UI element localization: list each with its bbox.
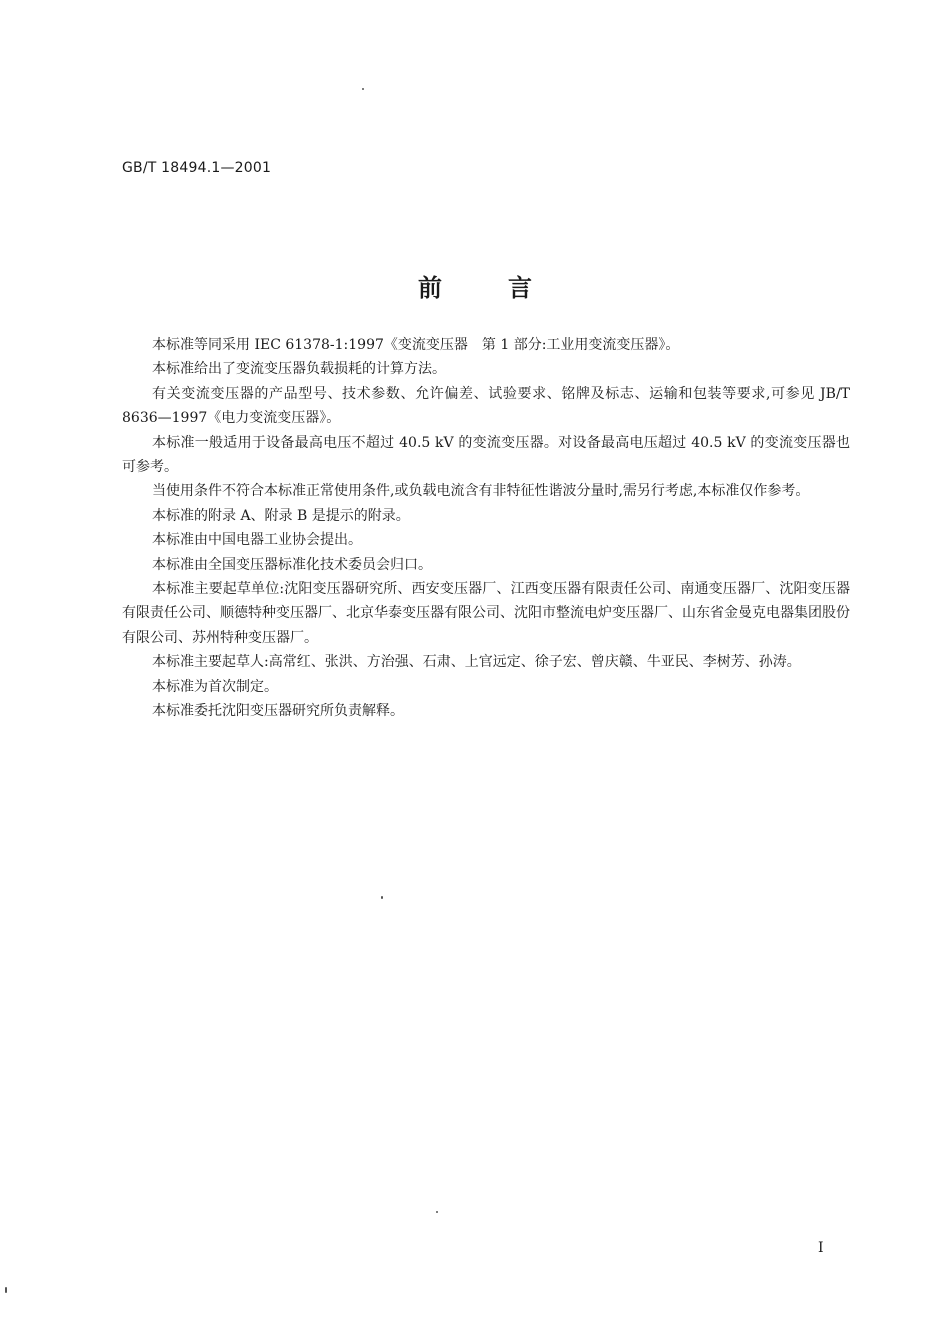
- paragraph: 当使用条件不符合本标准正常使用条件,或负载电流含有非特征性谐波分量时,需另行考虑,本标准仅作参考。: [152, 483, 810, 500]
- paragraph: 本标准等同采用 IEC 61378-1:1997《变流变压器 第 1 部分:工业用变流变压器》。: [152, 337, 680, 353]
- paragraph: 有关变流变压器的产品型号、技术参数、允许偏差、试验要求、铭牌及标志、运输和包装等要求,可参见 JB/T 8636—1997《电力变流变压器》。: [122, 385, 850, 427]
- paragraph: 本标准由中国电器工业协会提出。: [152, 532, 362, 549]
- scan-speck: [362, 88, 364, 90]
- scan-speck: [381, 896, 383, 899]
- paragraph: 本标准由全国变压器标准化技术委员会归口。: [152, 556, 432, 573]
- page-number: I: [818, 1240, 824, 1256]
- scan-speck: [5, 1287, 7, 1293]
- paragraph: 本标准主要起草单位:沈阳变压器研究所、西安变压器厂、江西变压器有限责任公司、南通变压器厂、沈阳变压器有限责任公司、顺德特种变压器厂、北京华泰变压器有限公司、沈阳市整流电炉变压器厂、山东省金曼克电器集团股份有限公司、苏州特种变压器厂。: [122, 581, 850, 646]
- page-title: 前言: [418, 274, 598, 302]
- paragraph: 本标准主要起草人:高常红、张洪、方治强、石肃、上官远定、徐子宏、曾庆赣、牛亚民、李树芳、孙涛。: [152, 654, 801, 671]
- paragraph: 本标准为首次制定。: [152, 678, 278, 695]
- paragraph: 本标准的附录 A、附录 B 是提示的附录。: [152, 507, 410, 524]
- scan-speck: [436, 1211, 438, 1213]
- paragraph: 本标准委托沈阳变压器研究所负责解释。: [152, 703, 404, 720]
- foreword-body: [122, 333, 850, 724]
- standard-number: GB/T 18494.1—2001: [122, 160, 272, 176]
- paragraph: 本标准给出了变流变压器负载损耗的计算方法。: [152, 361, 446, 378]
- paragraph: 本标准一般适用于设备最高电压不超过 40.5 kV 的变流变压器。对设备最高电压超过 40.5 kV 的变流变压器也可参考。: [122, 434, 850, 476]
